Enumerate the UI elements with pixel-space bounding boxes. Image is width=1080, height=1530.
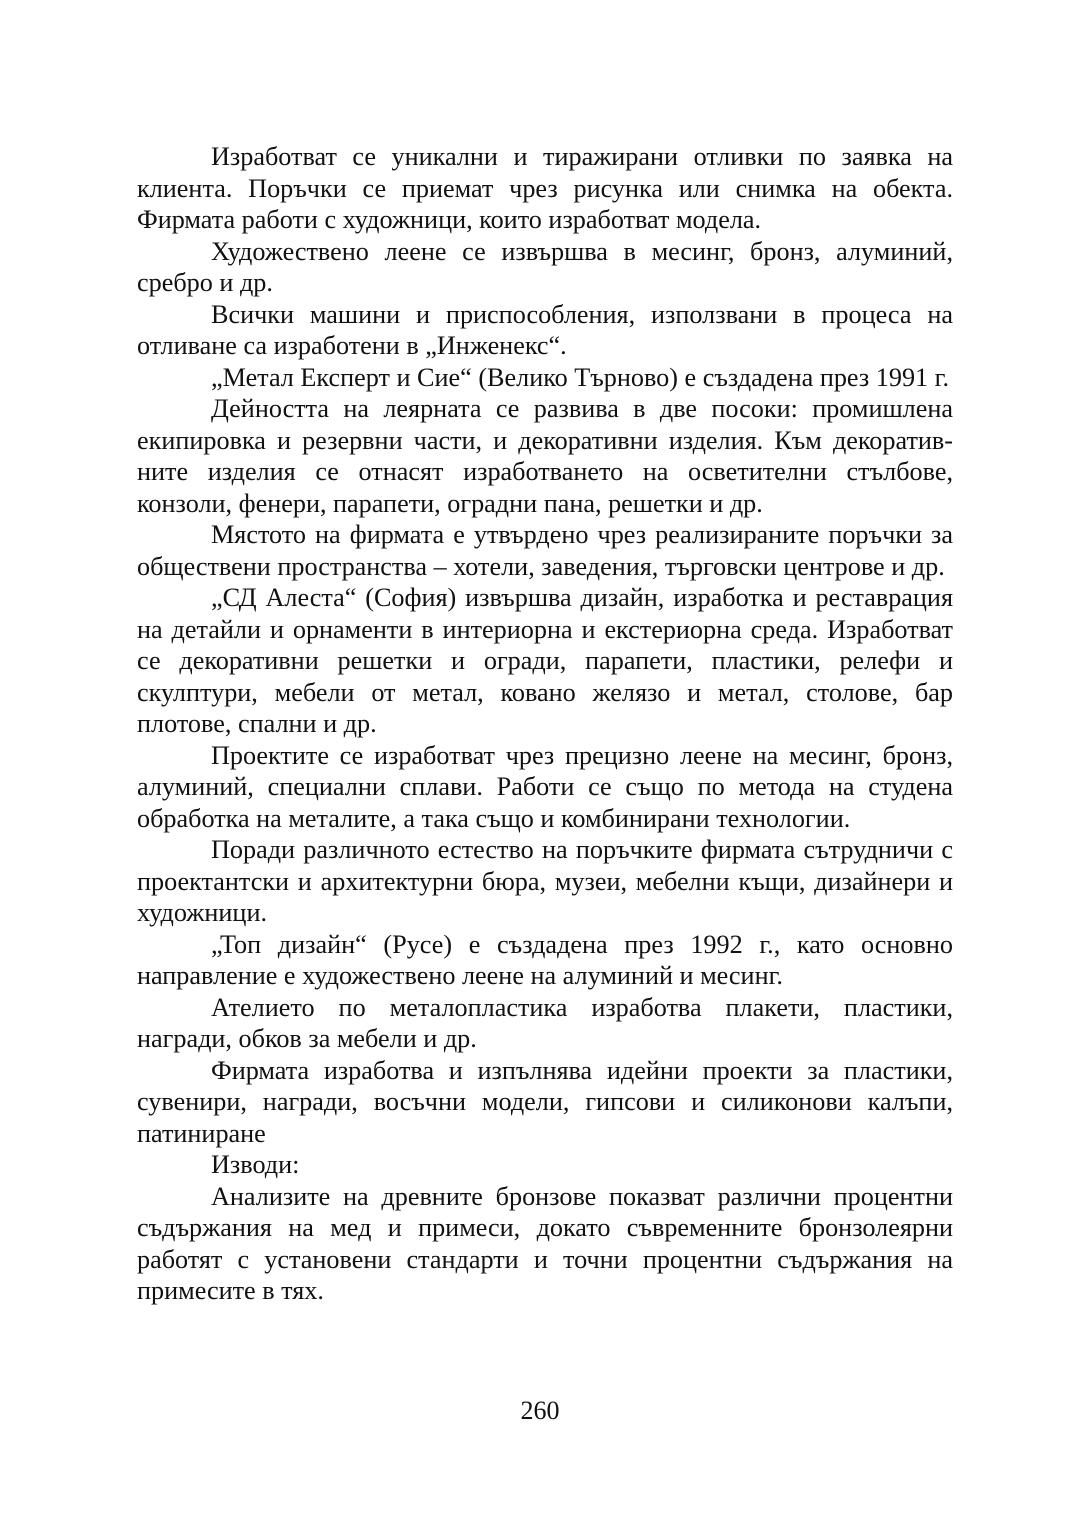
paragraph: Изработват се уникални и тиражирани отливки по заявка на клиента. Поръчки се приемат чрез рисунка или снимка на обекта. Фирмата работи с художници, които изработват модела.: [137, 142, 953, 234]
page-number: 260: [520, 1396, 560, 1425]
paragraph: Дейността на леярната се развива в две посоки: промишлена екипировка и резервни части, и декоративни изделия. Към декоративните изделия се отнасят изработването на осветителни стълбове, конзоли, фенери, парапети, оградни пана, решетки и др.: [137, 394, 953, 518]
paragraph: Художествено леене се извършва в месинг, бронз, алуминий, сребро и др.: [137, 236, 953, 297]
conclusions-heading: Изводи:: [211, 1150, 300, 1179]
paragraph: Ателието по металопластика изработва плакети, пластики, награди, обков за мебели и др.: [137, 992, 953, 1053]
page-body: [137, 141, 953, 1307]
paragraph: Мястото на фирмата е утвърдено чрез реализираните поръчки за обществени пространства – хотели, заведения, търговски центрове и др.: [137, 520, 953, 581]
paragraph: „Топ дизайн“ (Русе) е създадена през 1992 г., като основно направление е художествено леене на алуминий и месинг.: [137, 929, 953, 990]
paragraph: „Метал Експерт и Сие“ (Велико Търново) е създадена през 1991 г.: [211, 362, 950, 392]
paragraph: Всички машини и приспособления, използвани в процеса на отливане са изработени в „Инженекс“.: [137, 299, 953, 360]
paragraph: Анализите на древните бронзове показват различни процентни съдържания на мед и примеси, докато съвременните бронзолеярни работят с установени стандарти и точни процентни съдържания на примесите в тях.: [137, 1181, 953, 1305]
paragraph: Поради различното естество на поръчките фирмата сътрудничи с проектантски и архитектурни бюра, музеи, мебелни къщи, дизайнери и художници.: [137, 835, 953, 927]
paragraph: Фирмата изработва и изпълнява идейни проекти за пластики, сувенири, награди, восъчни модели, гипсови и силиконови калъпи, патиниране: [137, 1055, 953, 1148]
paragraph: Проектите се изработват чрез прецизно леене на месинг, бронз, алуминий, специални сплави. Работи се също по метода на студена обработка на металите, а така също и комбинирани технологии.: [137, 740, 953, 833]
paragraph: „СД Алеста“ (София) извършва дизайн, изработка и реставрация на детайли и орнаменти в интериорна и екстериорна среда. Изработват се декоративни решетки и огради, парапети, пластики, релефи и скулптури, мебели от метал, ковано желязо и метал, столове, бар плотове, спални и др.: [137, 583, 953, 738]
